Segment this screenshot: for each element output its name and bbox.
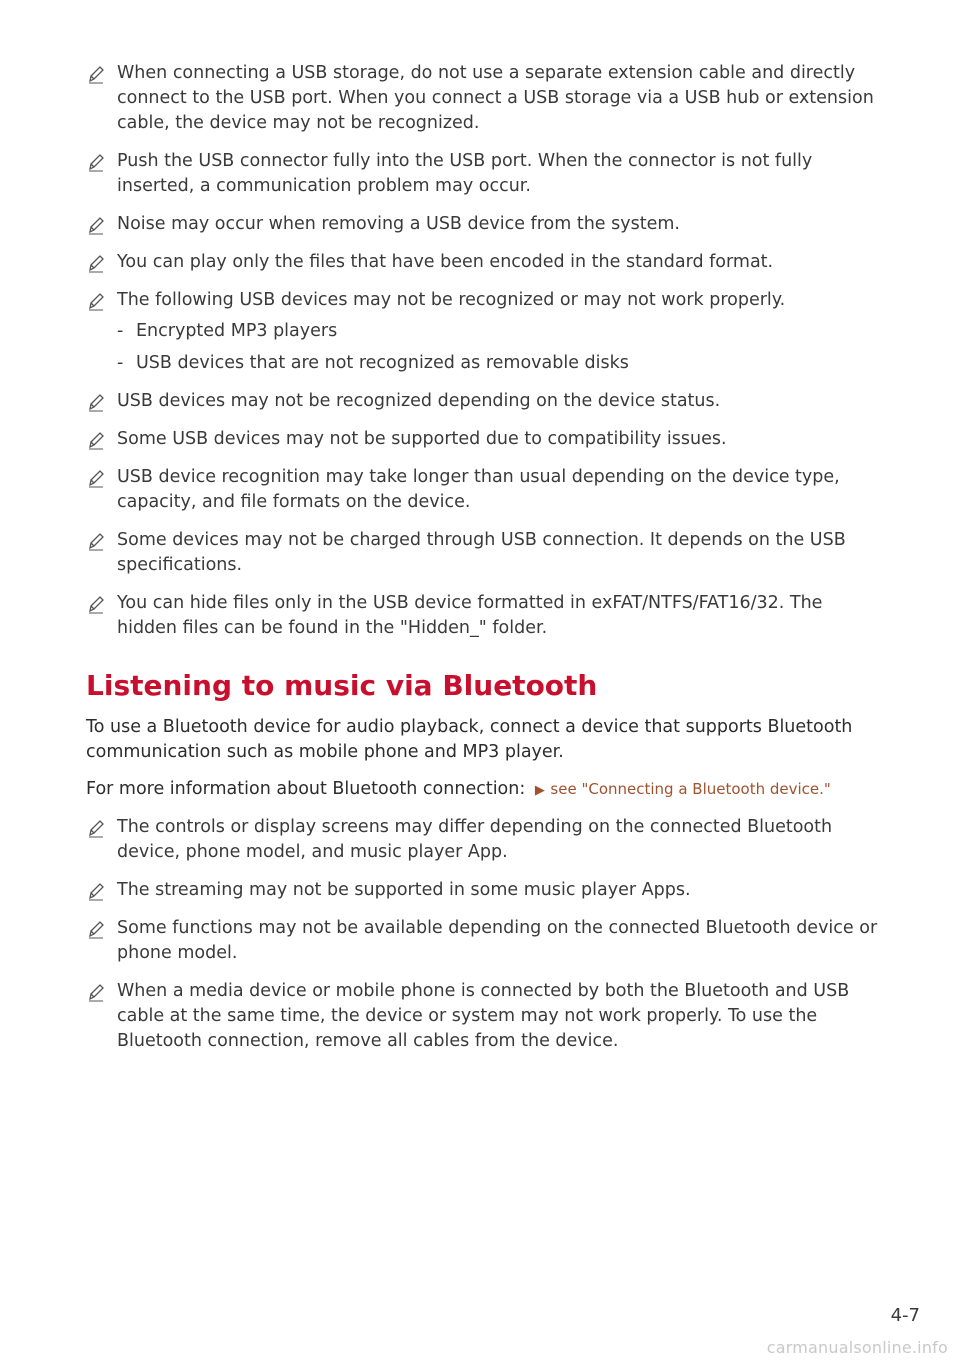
- page-number: 4-7: [890, 1305, 920, 1326]
- pencil-icon: [86, 818, 106, 838]
- pencil-icon: [86, 531, 106, 551]
- sub-list-item: [117, 319, 886, 344]
- pencil-icon: [86, 919, 106, 939]
- note-text: Noise may occur when removing a USB device from the system.: [117, 214, 680, 234]
- pencil-icon: [86, 468, 106, 488]
- cross-reference-link[interactable]: see "Connecting a Bluetooth device.": [550, 780, 831, 798]
- note-item: [86, 815, 886, 865]
- note-item: [86, 591, 886, 641]
- pencil-icon: [86, 392, 106, 412]
- note-item: [86, 528, 886, 578]
- more-info-line: [86, 777, 886, 803]
- pencil-icon: [86, 881, 106, 901]
- pencil-icon: [86, 982, 106, 1002]
- pencil-icon: [86, 594, 106, 614]
- more-info-text: For more information about Bluetooth connection:: [86, 779, 526, 799]
- section-heading: Listening to music via Bluetooth: [86, 669, 598, 702]
- arrow-right-icon: ▶: [534, 783, 545, 798]
- page-content: [86, 61, 886, 1067]
- note-text: When a media device or mobile phone is connected by both the Bluetooth and USB cable at the same time, the device or system may not work properly. To use the Bluetooth connection, remove all cables from the device.: [117, 981, 850, 1051]
- note-item: [86, 149, 886, 199]
- note-text: The controls or display screens may differ depending on the connected Bluetooth device, phone model, and music player App.: [117, 817, 833, 862]
- note-text: USB device recognition may take longer than usual depending on the device type, capacity, and file formats on the device.: [117, 467, 840, 512]
- note-text: Some USB devices may not be supported due to compatibility issues.: [117, 429, 727, 449]
- watermark: carmanualsonline.info: [766, 1338, 948, 1357]
- note-item: [86, 465, 886, 515]
- pencil-icon: [86, 430, 106, 450]
- dash-bullet: -: [117, 353, 124, 373]
- pencil-icon: [86, 64, 106, 84]
- note-item: [86, 250, 886, 275]
- note-text: The following USB devices may not be recognized or may not work properly.: [117, 290, 786, 310]
- note-item: [86, 979, 886, 1054]
- note-text: USB devices may not be recognized depending on the device status.: [117, 391, 721, 411]
- sub-list-item: [117, 351, 886, 376]
- note-item: [86, 61, 886, 136]
- note-text: Some devices may not be charged through USB connection. It depends on the USB specifications.: [117, 530, 846, 575]
- note-item: [86, 288, 886, 376]
- dash-bullet: -: [117, 321, 124, 341]
- sub-item-text: USB devices that are not recognized as removable disks: [136, 353, 629, 373]
- note-item: [86, 389, 886, 414]
- pencil-icon: [86, 152, 106, 172]
- note-item: [86, 878, 886, 903]
- note-item: [86, 212, 886, 237]
- note-item: [86, 916, 886, 966]
- note-text: You can play only the files that have been encoded in the standard format.: [117, 252, 774, 272]
- section-intro: To use a Bluetooth device for audio playback, connect a device that supports Bluetooth communication such as mobile phone and MP3 player.: [86, 717, 853, 762]
- pencil-icon: [86, 291, 106, 311]
- note-text: You can hide files only in the USB device formatted in exFAT/NTFS/FAT16/32. The hidden files can be found in the "Hidden_" folder.: [117, 593, 823, 638]
- sub-item-text: Encrypted MP3 players: [136, 321, 338, 341]
- note-text: The streaming may not be supported in some music player Apps.: [117, 880, 691, 900]
- note-item: [86, 427, 886, 452]
- note-text: Push the USB connector fully into the USB port. When the connector is not fully inserted, a communication problem may occur.: [117, 151, 813, 196]
- note-text: When connecting a USB storage, do not use a separate extension cable and directly connect to the USB port. When you connect a USB storage via a USB hub or extension cable, the device may not be recognized.: [117, 63, 874, 133]
- note-text: Some functions may not be available depending on the connected Bluetooth device or phone model.: [117, 918, 878, 963]
- pencil-icon: [86, 215, 106, 235]
- sub-list: [117, 319, 886, 376]
- pencil-icon: [86, 253, 106, 273]
